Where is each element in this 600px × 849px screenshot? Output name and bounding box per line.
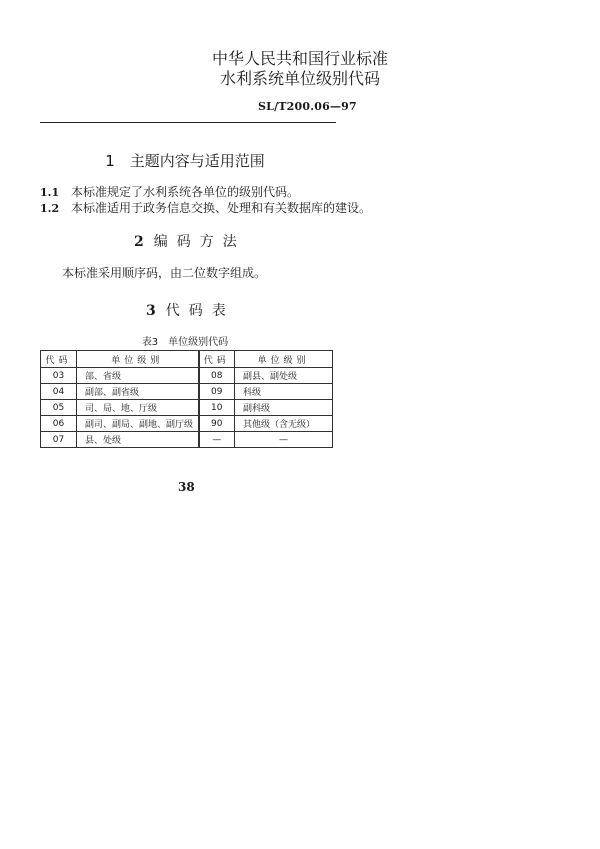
section-3-title: 代码表 [165,303,235,319]
clause-1-1-number: 1.1 [40,186,60,199]
table-row [41,432,333,448]
level-cell: — [235,432,333,448]
clause-1-1-text: 本标准规定了水利系统各单位的级别代码。 [70,185,299,199]
table-row [41,416,333,432]
code-cell: 06 [41,416,77,432]
code-cell: 05 [41,400,77,416]
code-cell: 03 [41,368,77,384]
page-number: 38 [178,480,195,494]
level-cell: 副部、副省级 [77,384,199,400]
code-cell: 04 [41,384,77,400]
code-cell: 90 [199,416,235,432]
level-cell: 副科级 [235,400,333,416]
standard-title: 水利系统单位级别代码 [219,69,380,88]
level-cell: 司、局、地、厅级 [77,400,199,416]
code-cell: 07 [41,432,77,448]
clause-1-2 [40,199,371,216]
header-code-2: 代码 [199,351,235,368]
clause-1-1 [40,183,299,200]
level-code-table [40,350,333,448]
standard-type-heading: 中华人民共和国行业标准 [211,49,388,68]
section-1-heading: 1 主题内容与适用范围 [105,152,265,170]
clause-1-2-number: 1.2 [40,202,60,215]
section-2-title: 编码方法 [153,234,246,250]
header-level-2: 单位级别 [235,351,333,368]
table-row [41,400,333,416]
level-cell: 其他级（含无级） [235,416,333,432]
table-row [41,384,333,400]
section-3-number: 3 [146,303,156,319]
clause-1-2-text: 本标准适用于政务信息交换、处理和有关数据库的建设。 [70,201,371,215]
section-2-text: 本标准采用顺序码，由二位数字组成。 [62,266,267,280]
header-level-1: 单位级别 [77,351,199,368]
level-cell: 部、省级 [77,368,199,384]
table-caption: 表3 单位级别代码 [141,337,229,348]
header-code-1: 代码 [41,351,77,368]
section-3-heading [146,300,235,320]
table-header-row [41,351,333,368]
code-cell: — [199,432,235,448]
table-row [41,368,333,384]
section-2-heading [134,231,246,251]
header-rule [40,122,336,123]
level-cell: 副司、副局、副地、副厅级 [77,416,199,432]
code-cell: 10 [199,400,235,416]
standard-code: SL/T200.06—97 [258,100,357,113]
level-cell: 副县、副处级 [235,368,333,384]
code-cell: 08 [199,368,235,384]
section-2-number: 2 [134,234,144,250]
level-cell: 县、处级 [77,432,199,448]
level-cell: 科级 [235,384,333,400]
code-cell: 09 [199,384,235,400]
